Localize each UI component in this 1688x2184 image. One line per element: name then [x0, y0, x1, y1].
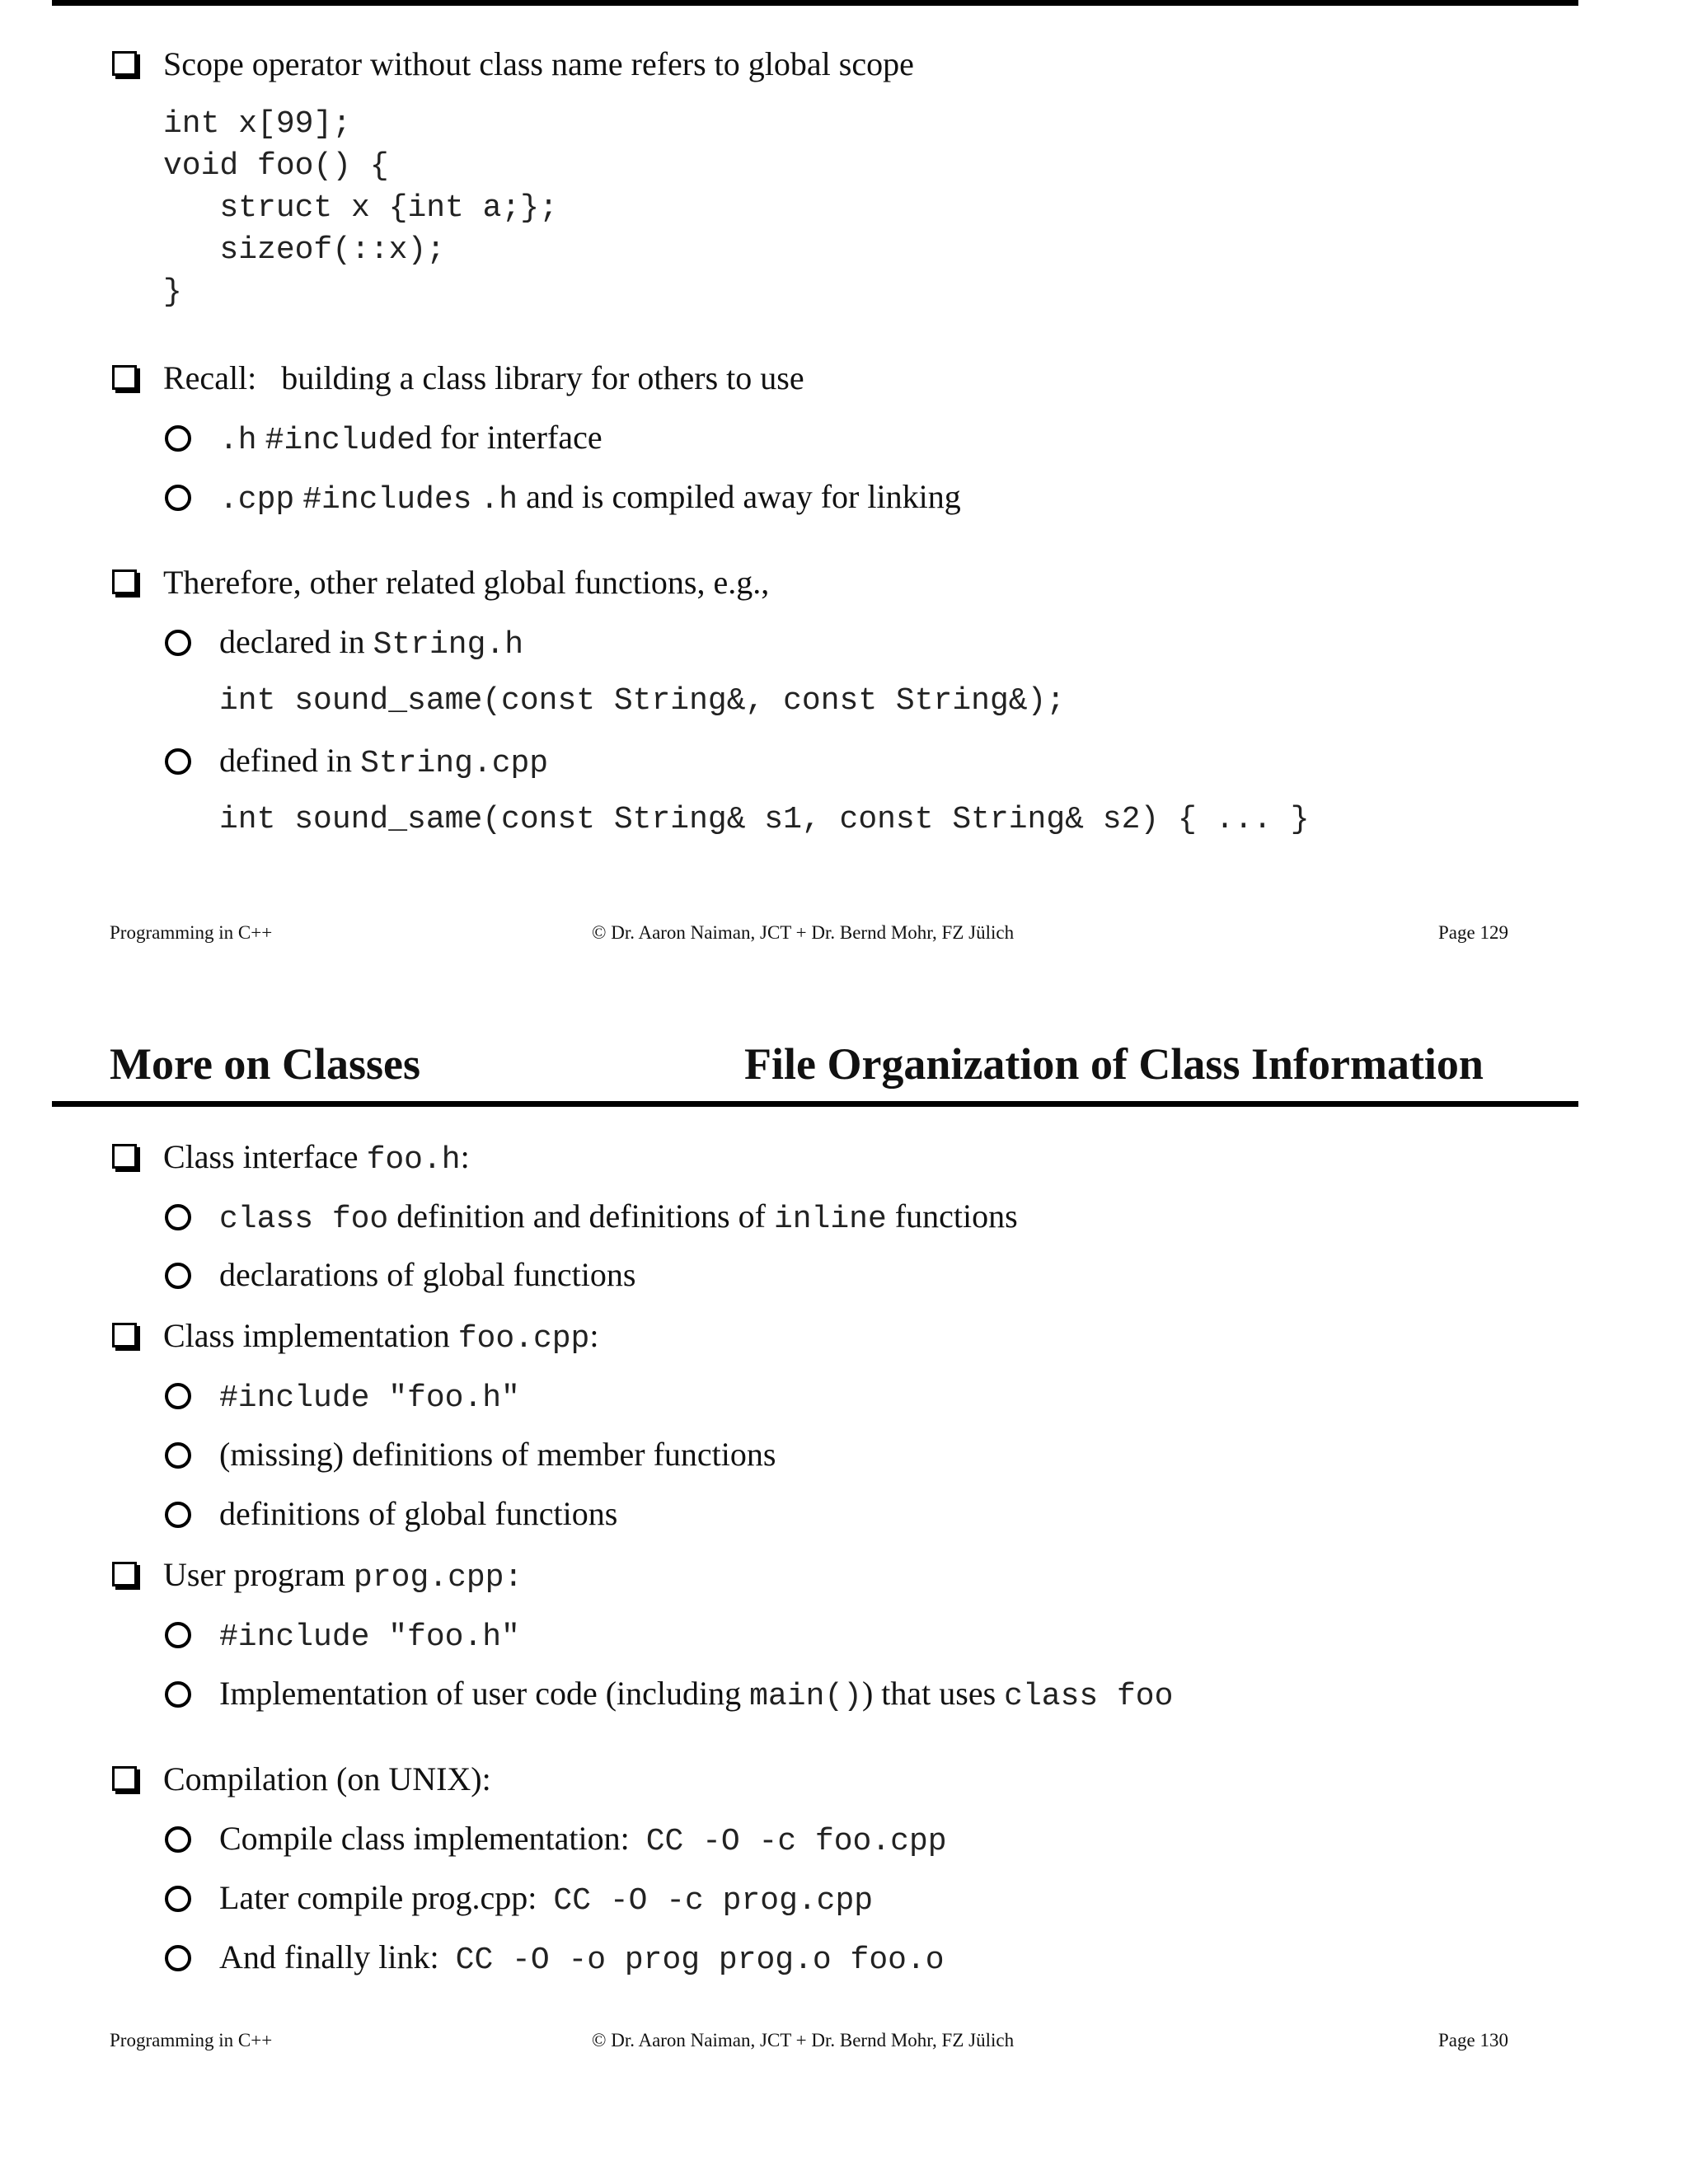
bullet-class-implementation: Class implementation foo.cpp: — [163, 1317, 599, 1357]
sub-bullet-defined: defined in String.cpp — [219, 742, 549, 781]
circle-bullet-icon — [165, 1622, 191, 1648]
bullet-class-interface: Class interface foo.h: — [163, 1138, 470, 1178]
sub-bullet-declared: declared in String.h — [219, 623, 523, 663]
square-bullet-icon — [112, 569, 137, 594]
circle-bullet-icon — [165, 1945, 191, 1971]
top-rule — [52, 0, 1578, 6]
circle-bullet-icon — [165, 1383, 191, 1409]
footer-page-number: Page 129 — [1438, 922, 1508, 943]
circle-bullet-icon — [165, 630, 191, 656]
circle-bullet-icon — [165, 1886, 191, 1912]
sub-bullet-include-foo-h: #include "foo.h" — [219, 1380, 520, 1416]
circle-bullet-icon — [165, 1263, 191, 1289]
code-line: } — [163, 274, 182, 310]
square-bullet-icon — [112, 51, 137, 76]
footer-center: © Dr. Aaron Naiman, JCT + Dr. Bernd Mohr, FZ Jülich — [592, 2030, 1015, 2050]
sub-bullet-user-code: Implementation of user code (including main()) that uses class foo — [219, 1675, 1174, 1714]
sub-bullet-h-included: .h #included for interface — [219, 419, 603, 458]
square-bullet-icon — [112, 1766, 137, 1791]
footer-page-number: Page 130 — [1438, 2030, 1508, 2050]
sub-bullet-member-definitions: (missing) definitions of member functions — [219, 1436, 776, 1473]
footer-left: Programming in C++ — [110, 922, 273, 943]
circle-bullet-icon — [165, 485, 191, 511]
sub-bullet-global-declarations: declarations of global functions — [219, 1256, 636, 1293]
square-bullet-icon — [112, 1144, 137, 1169]
circle-bullet-icon — [165, 1826, 191, 1853]
circle-bullet-icon — [165, 1442, 191, 1469]
section-title: More on Classes — [110, 1039, 420, 1089]
sub-bullet-cpp-includes: .cpp #includes .h and is compiled away for linking — [219, 478, 961, 518]
circle-bullet-icon — [165, 1502, 191, 1528]
circle-bullet-icon — [165, 1204, 191, 1230]
sub-bullet-class-foo-definition: class foo definition and definitions of inline functions — [219, 1197, 1018, 1237]
sub-bullet-include-foo-h: #include "foo.h" — [219, 1619, 520, 1655]
sub-bullet-compile-prog: Later compile prog.cpp: CC -O -c prog.cpp — [219, 1879, 874, 1919]
sub-bullet-global-definitions: definitions of global functions — [219, 1495, 618, 1532]
code-line: sizeof(::x); — [163, 232, 446, 268]
code-line: struct x {int a;}; — [163, 190, 558, 226]
square-bullet-icon — [112, 1562, 137, 1586]
sub-bullet-compile-implementation: Compile class implementation: CC -O -c foo.cpp — [219, 1820, 947, 1859]
circle-bullet-icon — [165, 425, 191, 452]
circle-bullet-icon — [165, 1681, 191, 1708]
title-rule — [52, 1101, 1578, 1107]
code-definition: int sound_same(const String& s1, const String& s2) { ... } — [219, 802, 1310, 837]
bullet-compilation: Compilation (on UNIX): — [163, 1760, 491, 1797]
footer-center: © Dr. Aaron Naiman, JCT + Dr. Bernd Mohr, FZ Jülich — [592, 922, 1015, 943]
square-bullet-icon — [112, 1323, 137, 1347]
square-bullet-icon — [112, 365, 137, 390]
footer-left: Programming in C++ — [110, 2030, 273, 2050]
code-line: int x[99]; — [163, 106, 352, 142]
bullet-user-program: User program prog.cpp: — [163, 1556, 523, 1596]
code-declaration: int sound_same(const String&, const String&); — [219, 683, 1066, 719]
sub-bullet-link: And finally link: CC -O -o prog prog.o foo.o — [219, 1938, 945, 1978]
bullet-recall: Recall: building a class library for others to use — [163, 359, 804, 396]
bullet-therefore: Therefore, other related global functions, e.g., — [163, 564, 770, 601]
circle-bullet-icon — [165, 748, 191, 775]
code-line: void foo() { — [163, 148, 389, 184]
bullet-scope-operator: Scope operator without class name refers to global scope — [163, 45, 914, 82]
page-title: File Organization of Class Information — [744, 1039, 1484, 1089]
